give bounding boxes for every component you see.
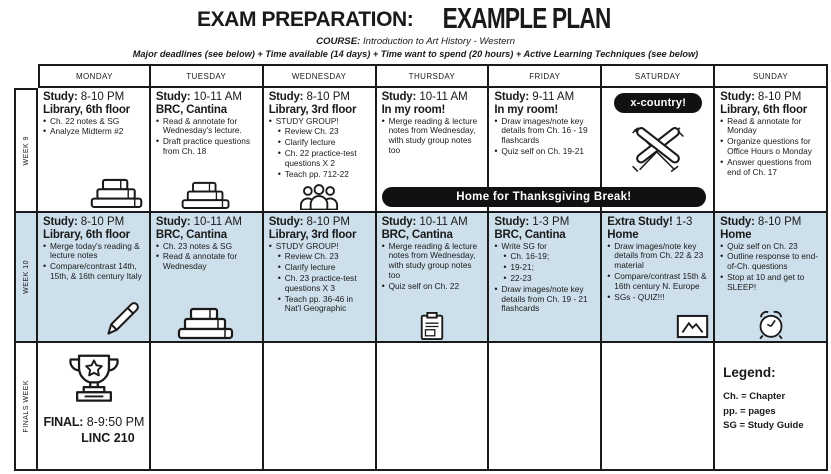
xcountry-badge: x-country! [614,93,702,113]
bullet-subitem: • Clarify lecture [278,263,371,273]
cell-week10-tuesday [151,213,264,343]
week10-label-cell [14,213,38,343]
pencil-icon [103,297,145,339]
page-header [0,5,831,59]
cell-week10-friday [489,213,602,343]
week9-label-cell [14,88,38,213]
bullet-item: • Quiz self on Ch. 22 [382,282,484,292]
cell-week10-monday [38,213,151,343]
crossed-skis-icon [607,119,709,180]
heading-time: 8-10 PM [80,91,125,103]
cell-bullets [607,242,709,303]
final-label: FINAL: [43,415,84,429]
cell-finals-monday [38,343,151,471]
bullet-item: • Answer questions from end of Ch. 17 [720,158,822,178]
cell-bullets [382,242,484,292]
bullet-subitem: • Ch. 22 practice-test questions X 2 [278,149,371,169]
bullet-subitem: • Ch. 16-19; [503,252,596,262]
bullet-item: • Compare/contrast 14th, 15th, & 16th century Italy [43,262,145,282]
title-main: EXAMPLE PLAN [442,3,611,35]
day-header-row [14,64,828,88]
day-header-tuesday: TUESDAY [151,64,264,88]
week10-row [14,213,828,343]
heading-time: 10-11 AM [193,91,242,103]
course-text: Introduction to Art History - Western [360,36,515,47]
cell-heading [269,91,371,104]
bullet-item: • Quiz self on Ch. 19-21 [494,147,596,157]
bullet-item: • Analyze Midterm #2 [43,127,145,137]
bullet-item: • Stop at 10 and get to SLEEP! [720,273,822,293]
heading-bold: Study: [494,216,529,228]
heading-bold: Study: [268,91,304,103]
cell-location: Library, 3rd floor [268,103,357,116]
bullet-item: • STUDY GROUP! [269,242,371,252]
course-label: COURSE: [316,36,361,47]
bullet-subitem: • Teach pp. 36-46 in Nat'l Geographic [278,295,371,315]
cell-bullets [156,242,258,272]
course-line [0,37,831,47]
bullet-item: • Read & annotate for Monday [720,117,822,137]
heading-bold: Study: [155,91,191,103]
heading-time: 8-10 PM [757,91,802,103]
header-spacer [14,64,38,88]
heading-bold: Study: [268,216,304,228]
cell-bullets [43,117,145,138]
day-header-wednesday: WEDNESDAY [264,64,377,88]
week10-label: WEEK 10 [22,260,30,294]
heading-time: 8-10 PM [306,91,350,103]
cell-week9-monday [38,88,151,213]
cell-bullets [269,242,371,314]
cell-heading [382,216,484,229]
cell-location: BRC, Cantina [155,103,227,116]
cell-location: Library, 6th floor [43,103,130,116]
bullet-subitem: • Review Ch. 23 [278,127,371,137]
bullet-item: • Draw images/note key details from Ch. 22 & 23 material [607,242,709,271]
cell-heading [156,216,258,229]
books-icon [180,180,232,210]
bullet-item: • Compare/contrast 15th & 16th century N. Europe [607,272,709,292]
cell-week10-sunday [715,213,828,343]
day-header-monday: MONDAY [38,64,151,88]
cell-week9-tuesday [151,88,264,213]
schedule-table [14,64,828,471]
heading-time: 10-11 AM [419,216,468,228]
cell-heading [269,216,371,229]
heading-time: 10-11 AM [193,216,242,228]
plan-subtitle: Major deadlines (see below) + Time available (14 days) + Time want to spend (20 hours) + Active Learning Techniques (see below) [132,48,699,59]
cell-location: Home [720,228,752,241]
bullet-item: • Draw images/note key details from Ch. 16 - 19 flashcards [494,117,596,146]
bullet-item: • Outline response to end-of-Ch. questions [720,252,822,272]
title-prefix: EXAM PREPARATION: [196,8,419,31]
heading-time: 8-10 PM [80,216,125,228]
cell-location: BRC, Cantina [155,228,227,241]
bullet-item: • Ch. 23 notes & SG [156,242,258,252]
cell-heading [494,91,596,104]
bullet-item: • Read & annotate for Wednesday [156,252,258,272]
bullet-subitem: • Review Ch. 23 [278,252,371,262]
heading-bold: Study: [720,216,755,228]
heading-bold: Study: [381,91,417,103]
heading-time: 8-10 PM [306,216,350,228]
legend-entry: SG = Study Guide [723,420,804,432]
cell-week10-thursday [377,213,490,343]
heading-bold: Study: [494,91,529,103]
cell-location: BRC, Cantina [494,228,566,241]
picture-icon [676,314,709,339]
thanksgiving-banner: Home for Thanksgiving Break! [382,187,707,207]
heading-time: 8-10 PM [757,216,802,228]
bullet-item: • Organize questions for Office Hours o Monday [720,137,822,157]
cell-finals-tuesday [151,343,264,471]
final-exam-line [43,415,145,431]
legend-title: Legend: [723,365,776,380]
cell-heading [607,216,709,229]
cell-bullets [43,242,145,282]
cell-bullets [156,117,258,157]
legend-entry: pp. = pages [723,405,776,417]
heading-bold: Study: [155,216,191,228]
cell-bullets [494,117,596,157]
cell-heading [382,91,484,104]
heading-bold: Study: [381,216,417,228]
day-header-thursday: THURSDAY [377,64,490,88]
bullet-subitem: • Clarify lecture [278,138,371,148]
bullet-item: • Merge reading & lecture notes from Wednesday, with study group notes too [382,117,484,156]
finals-week-row [14,343,828,471]
cell-heading [494,216,596,229]
cell-finals-saturday [602,343,715,471]
cell-heading [156,91,258,104]
cell-finals-wednesday [264,343,377,471]
books-icon [89,177,145,209]
cell-location: Library, 6th floor [43,228,130,241]
heading-bold: Study: [720,91,755,103]
cell-bullets [720,117,822,178]
heading-time: 1-3 [675,216,693,228]
cell-heading [720,216,822,229]
cell-location: Library, 6th floor [720,103,808,116]
cell-heading [43,216,145,229]
books-icon [176,306,236,340]
page-title [0,5,831,34]
people-group-icon [299,184,339,210]
bullet-item: • STUDY GROUP! [269,117,371,127]
alarm-clock-icon [755,309,786,340]
final-room: LINC 210 [81,430,135,445]
bullet-subitem: • Ch. 23 practice-test questions X 3 [278,274,371,294]
cell-location: BRC, Cantina [381,228,453,241]
bullet-item: • Write SG for [494,242,596,252]
cell-location: In my room! [381,103,446,116]
bullet-subitem: • 22-23 [503,274,596,284]
finals-label-cell [14,343,38,471]
clipboard-icon [419,312,444,340]
bullet-item: • Ch. 22 notes & SG [43,117,145,127]
cell-location: Library, 3rd floor [268,228,357,241]
bullet-item: • Read & annotate for Wednesday's lecture. [156,117,258,137]
week9-label: WEEK 9 [22,135,30,166]
bullet-item: • SGs - QUIZ!!! [607,293,709,303]
cell-finals-sunday-legend [715,343,828,471]
heading-time: 9-11 AM [532,91,575,103]
day-header-saturday: SATURDAY [602,64,715,88]
cell-week10-saturday [602,213,715,343]
heading-bold: Study: [43,91,78,103]
cell-finals-friday [489,343,602,471]
trophy-icon [43,352,145,415]
final-time: 8-9:50 PM [86,415,145,429]
bullet-subitem: • 19-21; [503,263,596,273]
heading-bold: Study: [43,216,78,228]
cell-location: Home [607,228,639,241]
cell-bullets [269,117,371,180]
heading-time: 1-3 PM [532,216,570,228]
day-header-sunday: SUNDAY [715,64,828,88]
cell-bullets [382,117,484,156]
cell-week10-wednesday [264,213,377,343]
cell-heading [720,91,822,104]
bullet-item: • Merge today's reading & lecture notes [43,242,145,262]
day-header-friday: FRIDAY [489,64,602,88]
bullet-item: • Draft practice questions from Ch. 18 [156,137,258,157]
legend-entry: Ch. = Chapter [723,391,786,402]
bullet-item: • Draw images/note key details from Ch. 19 - 21 flashcards [494,285,596,314]
cell-week9-sunday [715,88,828,213]
cell-week9-wednesday [264,88,377,213]
cell-heading [43,91,145,104]
cell-finals-thursday [377,343,490,471]
cell-bullets [720,242,822,293]
heading-time: 10-11 AM [419,91,468,103]
week9-row [14,88,828,213]
heading-bold: Extra Study! [607,216,673,228]
bullet-subitem: • Teach pp. 712-22 [278,170,371,180]
cell-location: In my room! [494,103,559,116]
cell-bullets [494,242,596,314]
finals-week-label: FINALS WEEK [22,379,30,433]
bullet-item: • Merge reading & lecture notes from Wednesday, with study group notes too [382,242,484,281]
bullet-item: • Quiz self on Ch. 23 [720,242,822,252]
